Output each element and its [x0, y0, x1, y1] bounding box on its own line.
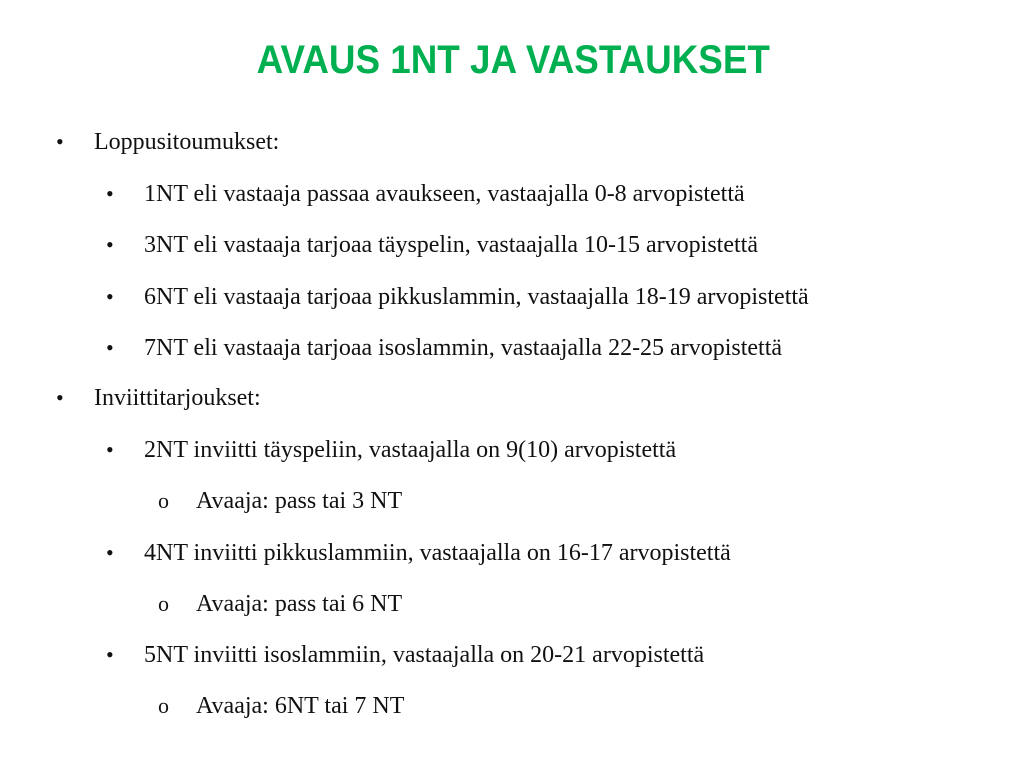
bullet-text: Inviittitarjoukset:: [94, 385, 261, 411]
bullet-marker: •: [106, 437, 114, 462]
bullet-text: Loppusitoumukset:: [94, 129, 280, 155]
bullet-text: 1NT eli vastaaja passaa avaukseen, vastaajalla 0-8 arvopistettä: [144, 181, 745, 207]
bullet-text: 7NT eli vastaaja tarjoaa isoslammin, vastaajalla 22-25 arvopistettä: [144, 335, 783, 361]
circle-marker: o: [158, 591, 169, 616]
bullet-marker: •: [106, 181, 114, 206]
bullet-marker: •: [56, 129, 64, 154]
bullet-marker: •: [106, 642, 114, 667]
bullet-text: 6NT eli vastaaja tarjoaa pikkuslammin, vastaajalla 18-19 arvopistettä: [144, 284, 809, 310]
bullet-marker: •: [106, 232, 114, 257]
bullet-marker: •: [56, 385, 64, 410]
bullet-text: Avaaja: 6NT tai 7 NT: [196, 693, 405, 719]
bullet-marker: •: [106, 540, 114, 565]
circle-marker: o: [158, 693, 169, 718]
bullet-text: Avaaja: pass tai 6 NT: [196, 591, 403, 617]
slide-title: AVAUS 1NT JA VASTAUKSET: [256, 38, 770, 82]
bullet-text: Avaaja: pass tai 3 NT: [196, 488, 403, 514]
bullet-text: 5NT inviitti isoslammiin, vastaajalla on 20-21 arvopistettä: [144, 642, 705, 668]
circle-marker: o: [158, 488, 169, 513]
bullet-text: 4NT inviitti pikkuslammiin, vastaajalla on 16-17 arvopistettä: [144, 540, 731, 566]
bullet-marker: •: [106, 284, 114, 309]
bullet-marker: •: [106, 335, 114, 360]
bullet-text: 2NT inviitti täyspeliin, vastaajalla on 9(10) arvopistettä: [144, 437, 677, 463]
bullet-text: 3NT eli vastaaja tarjoaa täyspelin, vastaajalla 10-15 arvopistettä: [144, 232, 758, 258]
